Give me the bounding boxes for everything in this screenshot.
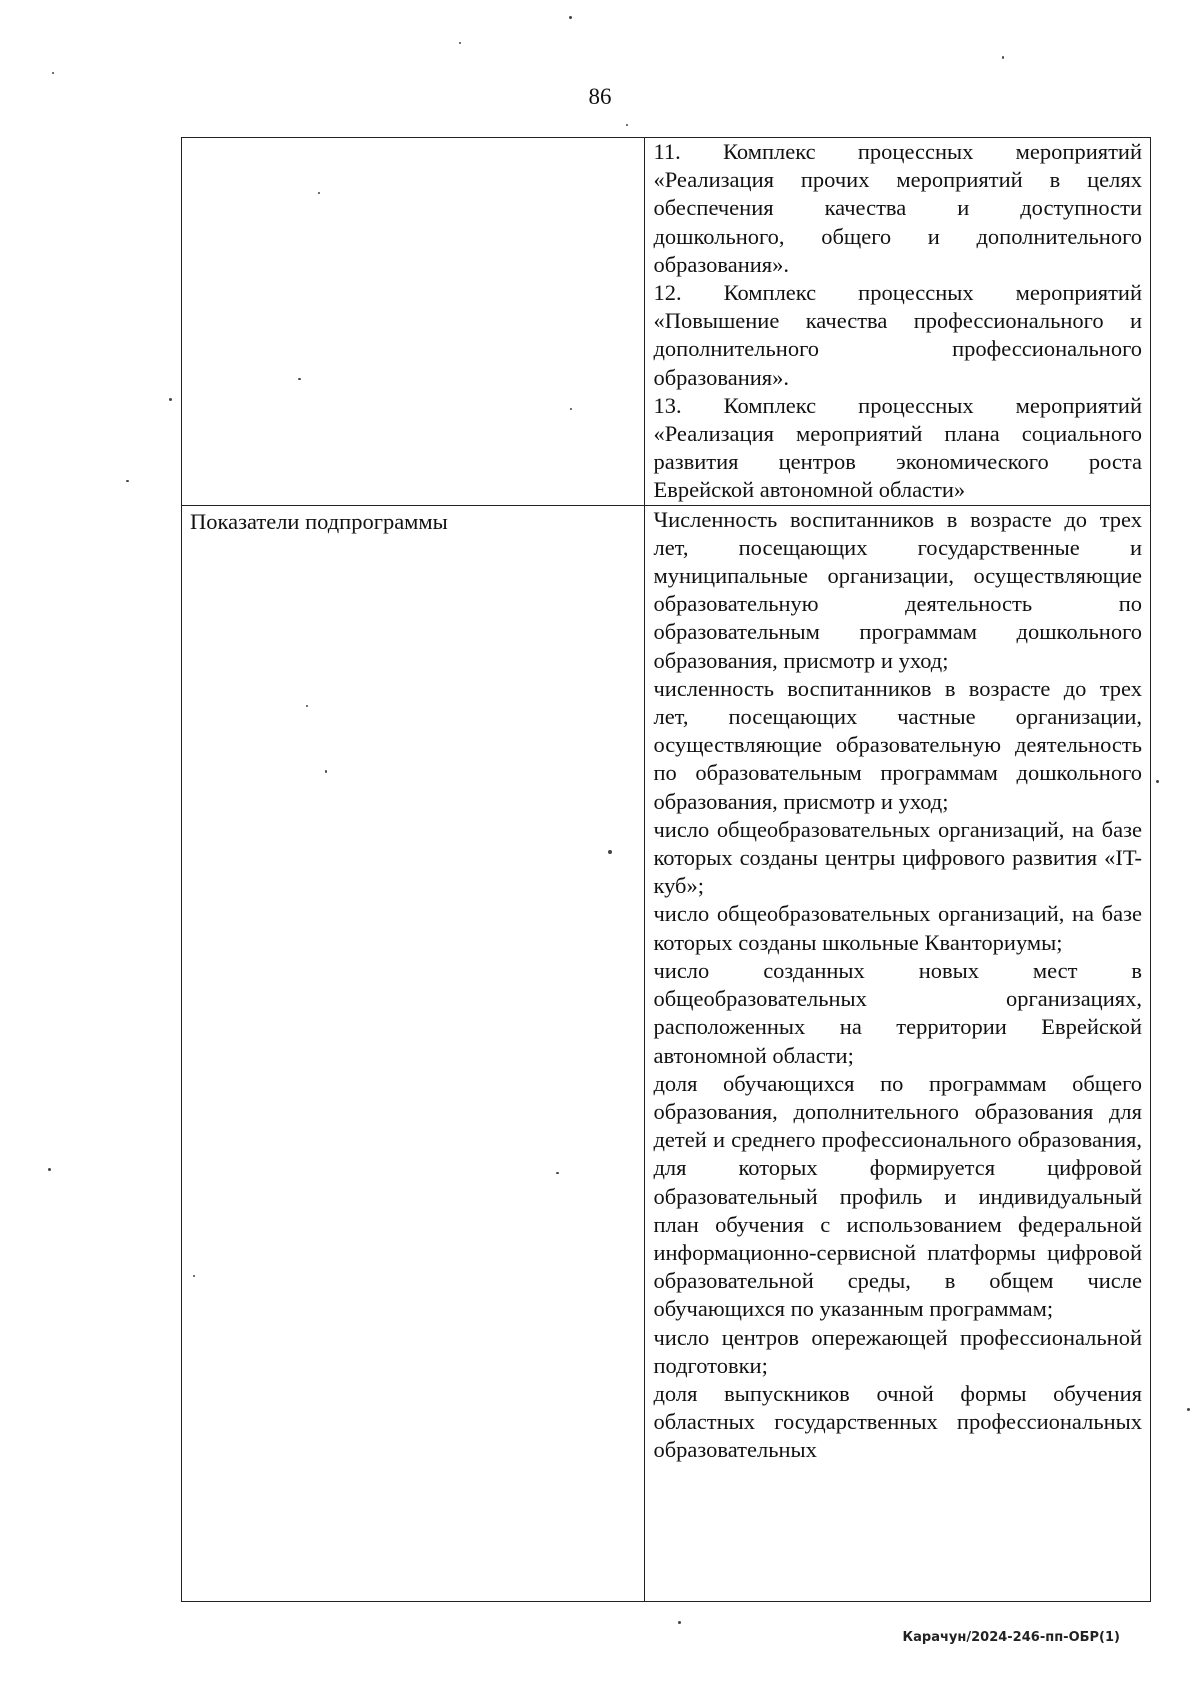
paragraph: 13. Комплекс процессных мероприятий «Реализация мероприятий плана социального развития центров экономического роста Еврейской автономной области» [653, 392, 1142, 503]
scan-speck [459, 42, 461, 44]
scan-speck [570, 408, 572, 410]
scan-speck [52, 72, 54, 74]
row-label: Показатели подпрограммы [190, 508, 448, 534]
scan-speck [126, 480, 129, 482]
document-code: Карачун/2024-246-пп-ОБР(1) [902, 1630, 1120, 1645]
paragraph: доля обучающихся по программам общего образования, дополнительного образования для детей и среднего профессионального образования, для которых формируется цифровой образовательный профиль и индивидуальный план обучения с использованием федеральной информационно-сервисной платформы цифровой образовательной среды, в общем числе обучающихся по указанным программам; [653, 1070, 1142, 1322]
paragraph: численность воспитанников в возрасте до трех лет, посещающих частные организации, осуществляющие образовательную деятельность по образовательным программам дошкольного образования, присмотр и уход; [653, 675, 1142, 814]
table-row [182, 505, 1151, 1601]
paragraph: 12. Комплекс процессных мероприятий «Повышение качества профессионального и дополнительного профессионального образования». [653, 280, 1142, 390]
scan-speck [678, 1621, 681, 1624]
scan-speck [318, 192, 320, 194]
page-number: 86 [588, 84, 612, 109]
row-label-cell [182, 138, 645, 506]
paragraph: число центров опережающей профессиональной подготовки; [653, 1324, 1142, 1378]
scan-speck [48, 1168, 51, 1171]
scan-speck [1002, 56, 1004, 59]
paragraph: число общеобразовательных организаций, на базе которых созданы школьные Кванториумы; [653, 901, 1142, 955]
paragraph: доля выпускников очной формы обучения областных государственных профессиональных образовательных [653, 1380, 1142, 1463]
scan-speck [1187, 1408, 1190, 1411]
scan-speck [1156, 780, 1159, 783]
paragraph: 11. Комплекс процессных мероприятий «Реализация прочих мероприятий в целях обеспечения качества и доступности дошкольного, общего и дополнительного образования». [653, 139, 1142, 277]
scan-speck [556, 1172, 559, 1174]
scan-speck [169, 398, 172, 401]
scan-speck [626, 124, 628, 126]
scan-speck [608, 850, 612, 854]
paragraph: число созданных новых мест в общеобразовательных организациях, расположенных на территории Еврейской автономной области; [653, 957, 1142, 1068]
scan-speck [298, 378, 301, 380]
scan-speck [325, 770, 327, 773]
paragraph: число общеобразовательных организаций, на базе которых созданы центры цифрового развития «IT-куб»; [653, 816, 1142, 899]
subprogram-table [181, 137, 1151, 1602]
row-content-cell [645, 505, 1151, 1601]
row-label-cell [182, 505, 645, 1601]
scan-speck [193, 1275, 195, 1277]
scan-speck [569, 16, 572, 19]
scan-speck [306, 705, 308, 707]
table-row [182, 138, 1151, 506]
row-content-cell [645, 138, 1151, 506]
paragraph: Численность воспитанников в возрасте до трех лет, посещающих государственные и муниципальные организации, осуществляющие образовательную деятельность по образовательным программам дошкольного образования, присмотр и уход; [653, 506, 1142, 673]
